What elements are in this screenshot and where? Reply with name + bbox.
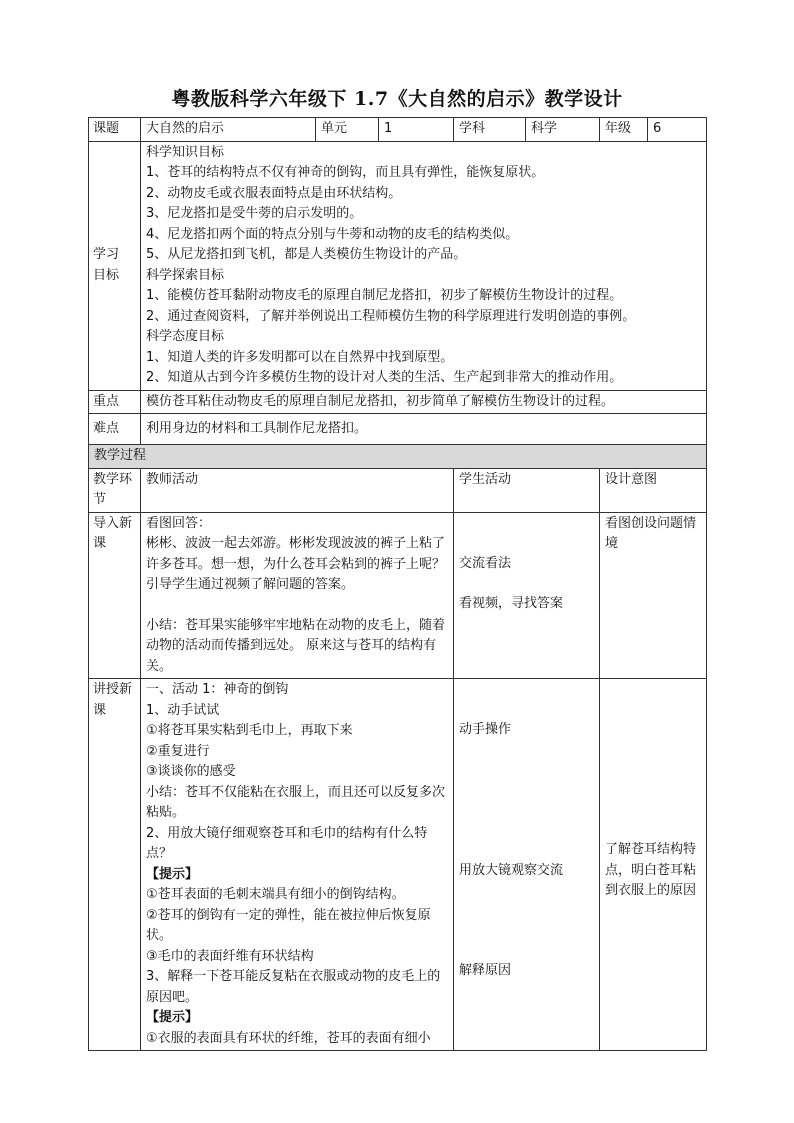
info-row — [89, 118, 707, 142]
goal-item: 2、知道从古到今许多模仿生物的设计对人类的生活、生产起到非常大的推动作用。 — [146, 370, 623, 385]
grade-label: 年级 — [600, 118, 648, 142]
lesson-stage: 讲授新课 — [89, 679, 141, 1051]
subject-value: 科学 — [526, 118, 600, 142]
page-title: 粤教版科学六年级下 1.7《大自然的启示》教学设计 — [171, 88, 623, 110]
goal-item: 2、动物皮毛或衣服表面特点是由环状结构。 — [146, 185, 402, 201]
lesson-student: 动手操作 用放大镜观察交流 解释原因 — [454, 679, 600, 1051]
goal-heading-attitude: 科学态度目标 — [146, 329, 225, 344]
goals-row — [89, 141, 707, 390]
header-design: 设计意图 — [600, 468, 707, 512]
intro-row — [89, 512, 707, 679]
process-section-row — [89, 445, 707, 469]
subject-label: 学科 — [454, 118, 526, 142]
lesson-teacher: 一、活动 1：神奇的倒钩 1、动手试试 ①将苍耳果实粘到毛巾上，再取下来 ②重复进行 ③谈谈你的感受 小结：苍耳不仅能粘在衣服上，而且还可以反复多次粘贴。 2、用放大镜仔细观察苍耳和毛巾的结构有什么特点？ 【提示】 ①苍耳表面的毛刺末端具有细小的倒钩结构。 ②苍耳的倒钩有一定的弹性，能在被拉伸后恢复原状。 ③毛巾的表面纤维有环状结构 3、解释一下苍耳能反复粘在衣服或动物的皮毛上的原因吧。 【提示】 ①衣服的表面具有环状的纤维，苍耳的表面有细小 — [141, 679, 454, 1051]
goal-item: 1、能模仿苍耳黏附动物皮毛的原理自制尼龙搭扣，初步了解模仿生物设计的过程。 — [146, 288, 623, 303]
key-point-label: 重点 — [89, 390, 141, 414]
goal-item: 4、尼龙搭扣两个面的特点分别与牛蒡和动物的皮毛的结构类似。 — [146, 226, 519, 242]
difficulty-row — [89, 414, 707, 445]
goal-item: 3、尼龙搭扣是受牛蒡的启示发明的。 — [146, 206, 363, 221]
process-header-row — [89, 468, 707, 512]
goal-heading-inquiry: 科学探索目标 — [146, 267, 225, 283]
goal-heading-knowledge: 科学知识目标 — [146, 144, 225, 160]
header-stage: 教学环节 — [89, 468, 141, 512]
header-student: 学生活动 — [454, 468, 600, 512]
unit-label: 单元 — [316, 118, 379, 142]
lesson-design: 了解苍耳结构特点，明白苍耳粘到衣服上的原因 — [600, 679, 707, 1051]
lesson-row — [89, 679, 707, 1051]
goals-label: 学习 目标 — [89, 141, 141, 390]
key-point-text: 模仿苍耳粘住动物皮毛的原理自制尼龙搭扣，初步简单了解模仿生物设计的过程。 — [141, 390, 707, 414]
goal-item: 1、苍耳的结构特点不仅有神奇的倒钩，而且具有弹性，能恢复原状。 — [146, 165, 545, 180]
goal-item: 2、通过查阅资料，了解并举例说出工程师模仿生物的科学原理进行发明创造的事例。 — [146, 308, 636, 324]
course-label: 课题 — [89, 118, 141, 142]
goal-item: 1、知道人类的许多发明都可以在自然界中找到原型。 — [146, 349, 454, 365]
unit-value: 1 — [379, 118, 454, 142]
intro-design: 看图创设问题情境 — [600, 512, 707, 679]
intro-student: 交流看法 看视频，寻找答案 — [454, 512, 600, 679]
difficulty-label: 难点 — [89, 414, 141, 445]
process-section-label: 教学过程 — [89, 445, 707, 469]
difficulty-text: 利用身边的材料和工具制作尼龙搭扣。 — [141, 414, 707, 445]
header-teacher: 教师活动 — [141, 468, 454, 512]
goal-item: 5、从尼龙搭扣到飞机，都是人类模仿生物设计的产品。 — [146, 247, 467, 262]
grade-value: 6 — [648, 118, 707, 142]
key-point-row — [89, 390, 707, 414]
course-value: 大自然的启示 — [141, 118, 316, 142]
intro-stage: 导入新课 — [89, 512, 141, 679]
lesson-plan-table — [88, 117, 707, 1051]
goals-content — [141, 141, 707, 390]
intro-teacher: 看图回答： 彬彬、波波一起去郊游。彬彬发现波波的裤子上粘了许多苍耳。想一想，为什么苍耳会粘到的裤子上呢？ 引导学生通过视频了解问题的答案。 小结：苍耳果实能够牢牢地粘在动物的皮毛上，随着动物的活动而传播到远处。 原来这与苍耳的结构有关。 — [141, 512, 454, 679]
